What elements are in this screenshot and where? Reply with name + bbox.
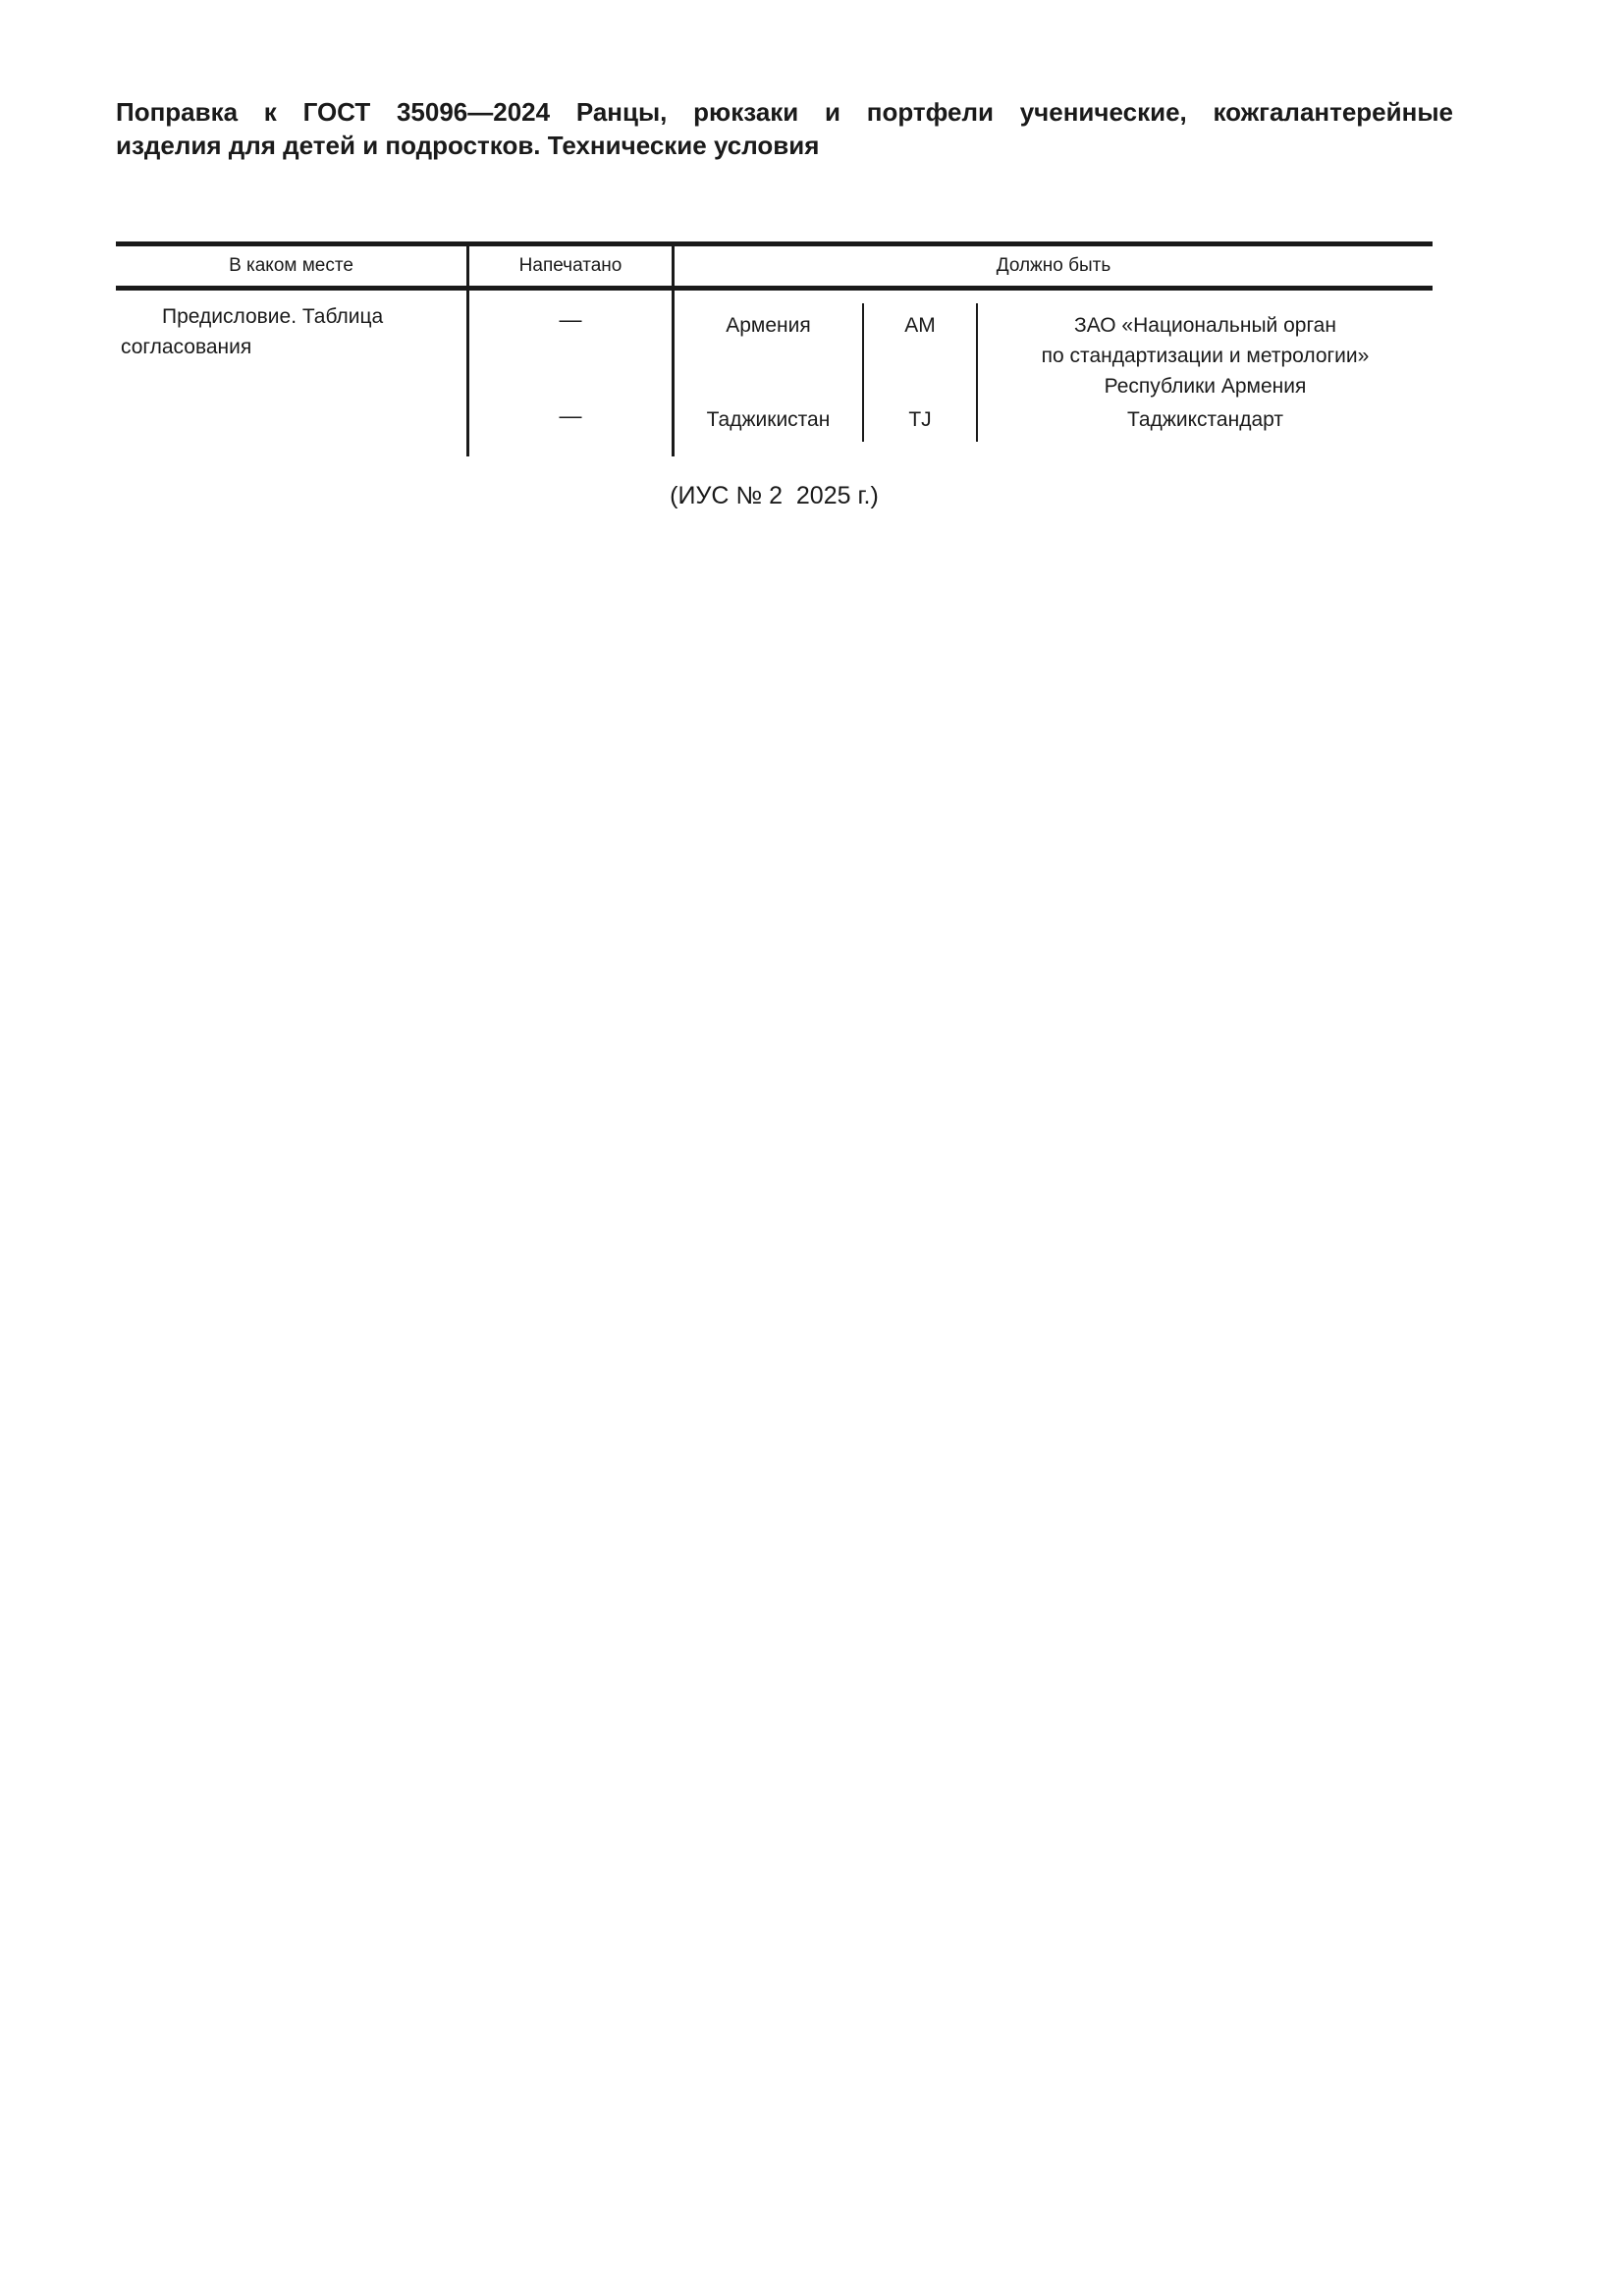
code-column [864, 303, 978, 442]
country-armenia: Армения [726, 314, 811, 337]
table-header-row [116, 241, 1433, 291]
country-tajikistan: Таджикистан [706, 408, 831, 431]
org-armenia [978, 303, 1433, 400]
org-armenia-line-1: ЗАО «Национальный орган [1074, 314, 1336, 337]
organization-column [978, 303, 1433, 442]
header-cell-printed: Напечатано [469, 246, 675, 286]
title-line-2: изделия для детей и подростков. Технические условия [116, 131, 820, 160]
org-tajikistan: Таджикстандарт [1127, 408, 1283, 431]
org-armenia-line-2: по стандартизации и метрологии» [1041, 345, 1370, 367]
location-text: Предисловие. Таблица согласования [121, 305, 384, 358]
header-cell-should-be: Должно быть [996, 255, 1111, 276]
header-cell-location: В каком месте [116, 246, 469, 286]
code-am: AM [904, 314, 936, 337]
printed-dash-2: — [559, 402, 582, 428]
org-armenia-line-3: Республики Армения [1104, 375, 1307, 398]
code-tj: TJ [908, 408, 932, 431]
ius-footer-note: (ИУС № 2 2025 г.) [670, 482, 879, 509]
cell-location [116, 291, 469, 456]
title-line-1: Поправка к ГОСТ 35096—2024 Ранцы, рюкзаки и портфели ученические, кожгалантерейные [116, 97, 1453, 127]
cell-should-be [675, 291, 1433, 456]
cell-printed [469, 291, 675, 456]
printed-dash-1: — [559, 306, 582, 332]
page-title [116, 95, 1453, 162]
table-body-row [116, 291, 1433, 456]
corrections-table [116, 241, 1433, 456]
nested-agreement-table [675, 303, 1433, 442]
country-column [675, 303, 864, 442]
